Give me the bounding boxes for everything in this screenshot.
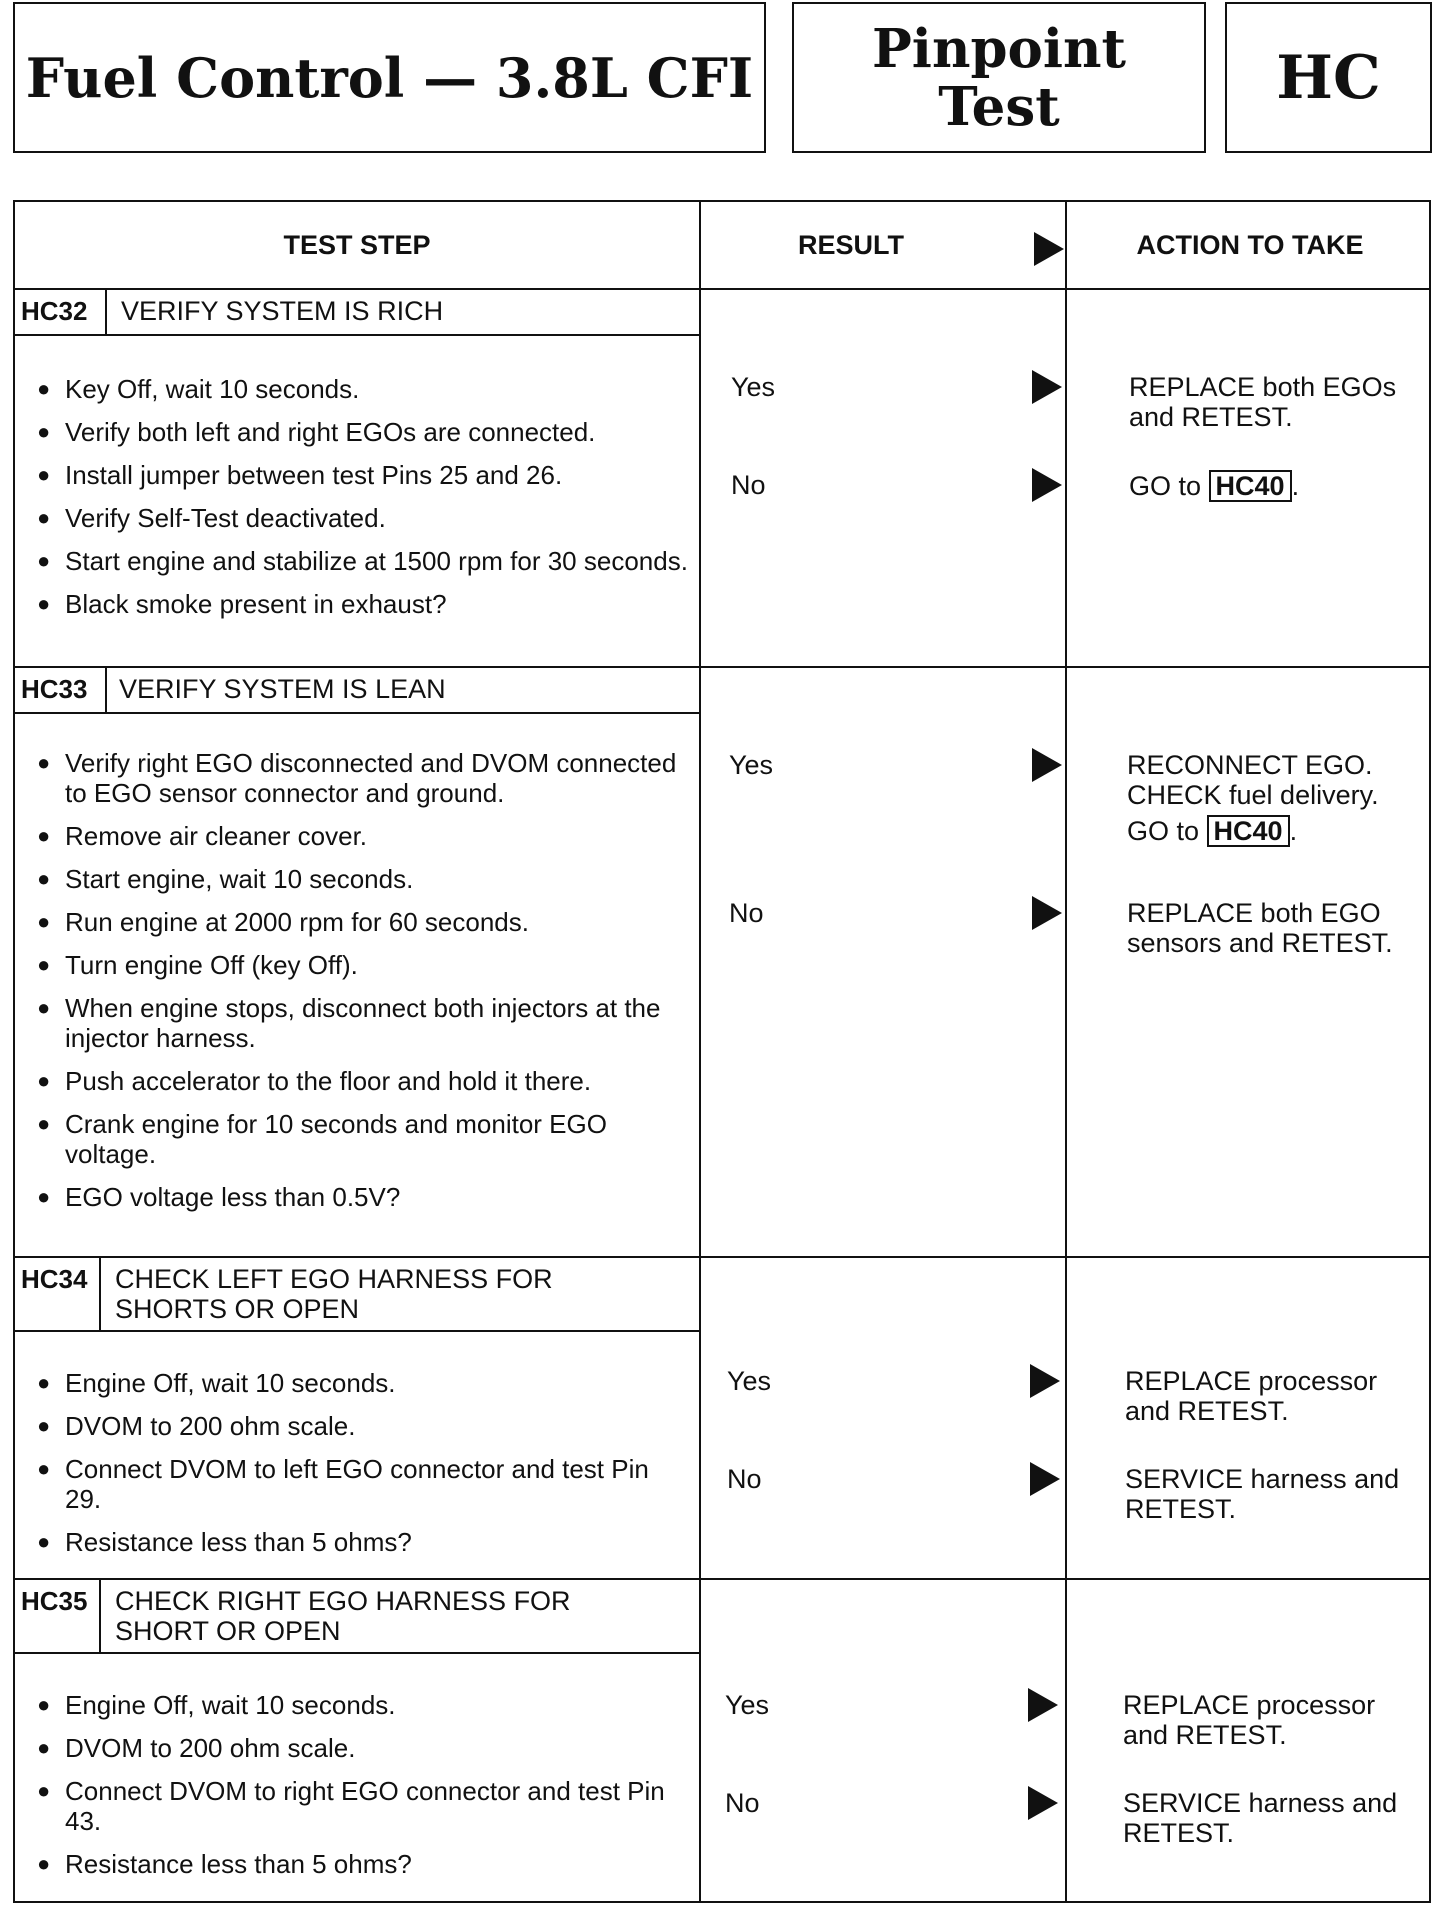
- pinpoint-test-label: [792, 2, 1206, 153]
- step-section-hc35: [15, 1580, 1429, 1903]
- step-title: VERIFY SYSTEM IS RICH: [121, 296, 444, 326]
- list-item: ● Engine Off, wait 10 seconds.: [37, 1690, 692, 1720]
- step-code: HC33: [15, 668, 107, 712]
- list-item: ● Run engine at 2000 rpm for 60 seconds.: [37, 907, 687, 937]
- action-text-post: .: [1289, 816, 1298, 846]
- list-item: ● Black smoke present in exhaust?: [37, 589, 697, 619]
- arrow-icon: [1032, 896, 1062, 930]
- arrow-icon: [1030, 1462, 1060, 1496]
- page-title: [13, 2, 766, 153]
- step-header: [15, 290, 699, 336]
- list-item: ● Push accelerator to the floor and hold it there.: [37, 1066, 687, 1096]
- step-bullet-list: [37, 374, 697, 632]
- test-table: [13, 200, 1431, 1903]
- list-item: ● EGO voltage less than 0.5V?: [37, 1182, 687, 1212]
- arrow-icon: [1028, 1786, 1058, 1820]
- list-item: ● Key Off, wait 10 seconds.: [37, 374, 697, 404]
- action-goto: [1127, 815, 1427, 847]
- list-item: ● When engine stops, disconnect both injectors at the injector harness.: [37, 993, 687, 1053]
- list-item: ● Verify both left and right EGOs are connected.: [37, 417, 697, 447]
- arrow-icon: [1030, 1364, 1060, 1398]
- action-text: REPLACE processor and RETEST.: [1125, 1366, 1378, 1426]
- action-text-main: RECONNECT EGO. CHECK fuel delivery.: [1127, 750, 1379, 810]
- step-section-hc32: [15, 290, 1429, 666]
- action-text: REPLACE processor and RETEST.: [1123, 1690, 1376, 1750]
- action-text-pre: GO to: [1127, 816, 1200, 846]
- result-label: Yes: [729, 750, 774, 780]
- list-item: ● DVOM to 200 ohm scale.: [37, 1733, 692, 1763]
- arrow-icon: [1028, 1688, 1058, 1722]
- list-item: ● Resistance less than 5 ohms?: [37, 1527, 692, 1557]
- list-item: ● Engine Off, wait 10 seconds.: [37, 1368, 692, 1398]
- list-item: ● Resistance less than 5 ohms?: [37, 1849, 692, 1879]
- list-item: ● Connect DVOM to right EGO connector and test Pin 43.: [37, 1776, 692, 1836]
- list-item: ● Remove air cleaner cover.: [37, 821, 687, 851]
- list-item: ● Verify Self-Test deactivated.: [37, 503, 697, 533]
- page-title-text: Fuel Control — 3.8L CFI: [25, 45, 754, 110]
- result-label: No: [729, 898, 764, 928]
- result-label: Yes: [731, 372, 776, 402]
- step-code: HC35: [15, 1580, 101, 1652]
- step-reference: HC40: [1207, 815, 1290, 847]
- step-title: CHECK LEFT EGO HARNESS FOR SHORTS OR OPEN: [115, 1264, 553, 1324]
- action-text: REPLACE both EGOs and RETEST.: [1129, 372, 1397, 432]
- arrow-icon: [1032, 748, 1062, 782]
- action-text-post: .: [1291, 471, 1300, 501]
- list-item: ● Start engine, wait 10 seconds.: [37, 864, 687, 894]
- action-text: [1127, 750, 1427, 847]
- list-item: ● Turn engine Off (key Off).: [37, 950, 687, 980]
- step-bullet-list: [37, 748, 687, 1225]
- test-code-label: [1225, 2, 1432, 153]
- arrow-icon: [1032, 468, 1062, 502]
- step-title: VERIFY SYSTEM IS LEAN: [119, 674, 446, 704]
- result-arrow-icon: [1034, 232, 1064, 266]
- column-header-action: ACTION TO TAKE: [1136, 229, 1364, 260]
- result-label: No: [731, 470, 766, 500]
- result-label: No: [725, 1788, 760, 1818]
- step-header: [15, 1258, 699, 1332]
- column-header-result: RESULT: [798, 229, 904, 260]
- list-item: ● Start engine and stabilize at 1500 rpm for 30 seconds.: [37, 546, 697, 576]
- test-code-text: HC: [1276, 42, 1381, 113]
- action-text: [1129, 470, 1299, 502]
- step-section-hc34: [15, 1258, 1429, 1578]
- list-item: ● Connect DVOM to left EGO connector and test Pin 29.: [37, 1454, 692, 1514]
- step-bullet-list: [37, 1690, 692, 1892]
- action-text-pre: GO to: [1129, 471, 1202, 501]
- list-item: ● Install jumper between test Pins 25 and 26.: [37, 460, 697, 490]
- result-label: No: [727, 1464, 762, 1494]
- step-title: CHECK RIGHT EGO HARNESS FOR SHORT OR OPEN: [115, 1586, 571, 1646]
- list-item: ● Verify right EGO disconnected and DVOM connected to EGO sensor connector and ground.: [37, 748, 687, 808]
- step-bullet-list: [37, 1368, 692, 1570]
- step-header: [15, 1580, 699, 1654]
- step-reference: HC40: [1209, 470, 1292, 502]
- action-text: REPLACE both EGO sensors and RETEST.: [1127, 898, 1393, 958]
- step-section-hc33: [15, 668, 1429, 1256]
- step-code: HC32: [15, 290, 107, 334]
- action-text: SERVICE harness and RETEST.: [1125, 1464, 1400, 1524]
- pinpoint-line2: Test: [938, 75, 1060, 138]
- result-label: Yes: [725, 1690, 770, 1720]
- action-text: SERVICE harness and RETEST.: [1123, 1788, 1398, 1848]
- column-header-test-step: TEST STEP: [283, 229, 431, 260]
- arrow-icon: [1032, 370, 1062, 404]
- pinpoint-line1: Pinpoint: [871, 17, 1127, 80]
- step-header: [15, 668, 699, 714]
- result-label: Yes: [727, 1366, 772, 1396]
- step-code: HC34: [15, 1258, 101, 1330]
- list-item: ● DVOM to 200 ohm scale.: [37, 1411, 692, 1441]
- list-item: ● Crank engine for 10 seconds and monitor EGO voltage.: [37, 1109, 687, 1169]
